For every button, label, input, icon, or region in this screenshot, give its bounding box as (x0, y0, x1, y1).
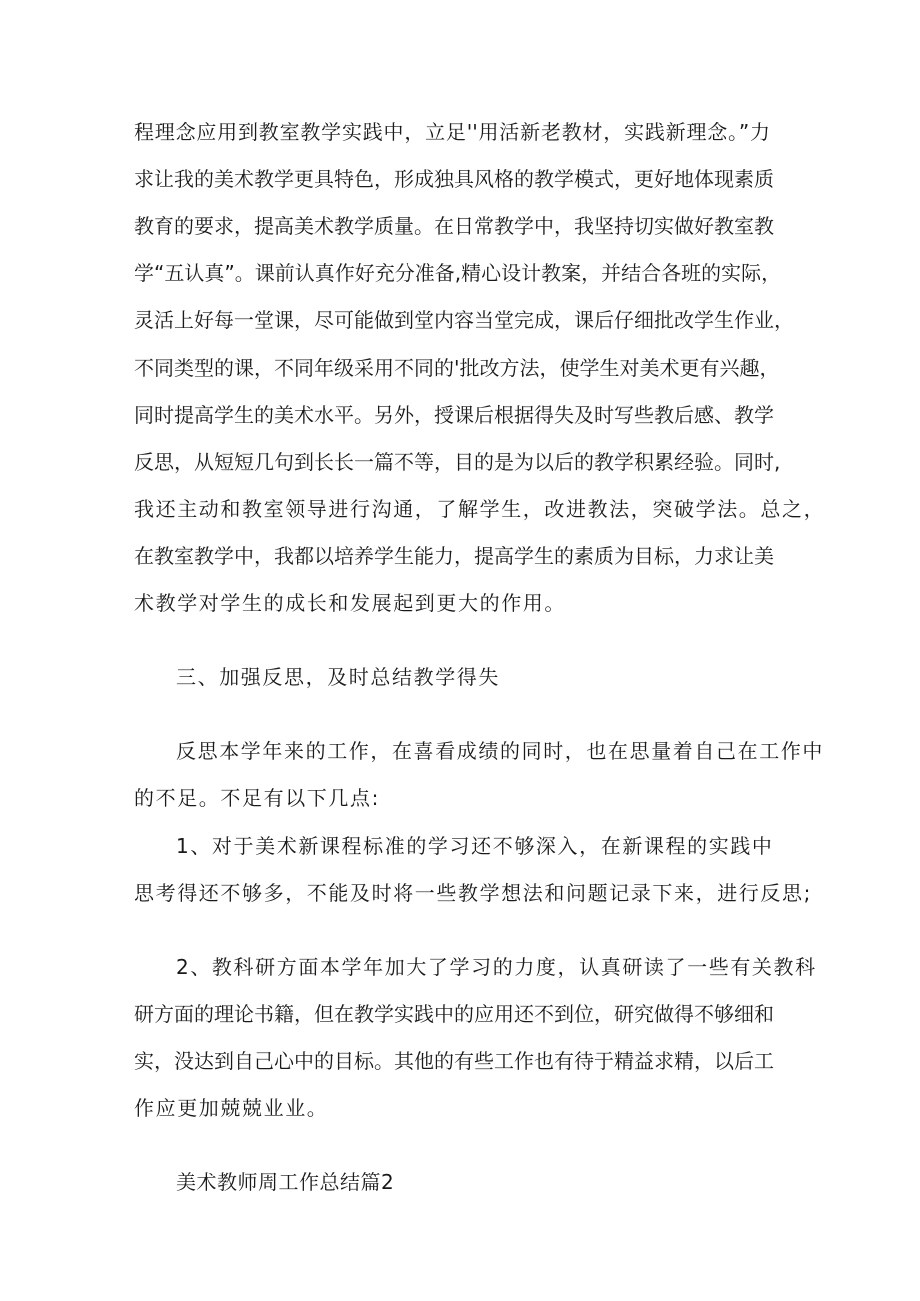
paragraph-line: 求让我的美术教学更具特色，形成独具风格的教学模式，更好地体现素质 (134, 167, 774, 191)
paragraph-line: 程理念应用到教室教学实践中，立足''用活新老教材，实践新理念。”力 (134, 120, 770, 144)
list-item-line: 1、对于美术新课程标准的学习还不够深入，在新课程的实践中 (176, 834, 774, 858)
list-item-line: 2、教科研方面本学年加大了学习的力度，认真研读了一些有关教科 (176, 955, 817, 979)
list-item-line: 研方面的理论书籍，但在教学实践中的应用还不到位，研究做得不够细和 (134, 1002, 774, 1026)
paragraph-line: 我还主动和教室领导进行沟通，了解学生，改进教法，突破学法。总之， (134, 497, 826, 521)
paragraph-line: 教育的要求，提高美术教学质量。在日常教学中，我坚持切实做好教室教 (134, 214, 774, 238)
paragraph-line: 在教室教学中，我都以培养学生能力，提高学生的素质为目标，力求让美 (134, 544, 774, 568)
paragraph-line: 反思，从短短几句到长长一篇不等，目的是为以后的教学积累经验。同时, (134, 450, 781, 474)
section-heading: 三、加强反思，及时总结教学得失 (176, 665, 500, 689)
next-section-title: 美术教师周工作总结篇2 (176, 1170, 395, 1194)
paragraph-line: 学“五认真”。课前认真作好充分准备,精心设计教案，并结合各班的实际， (134, 261, 782, 285)
list-item-line: 思考得还不够多，不能及时将一些教学想法和问题记录下来，进行反思; (134, 881, 812, 905)
list-item-line: 作应更加兢兢业业。 (134, 1096, 329, 1120)
paragraph-line: 灵活上好每一堂课，尽可能做到堂内容当堂完成，课后仔细批改学生作业， (134, 308, 794, 332)
paragraph-line: 术教学对学生的成长和发展起到更大的作用。 (134, 591, 566, 615)
paragraph-line: 反思本学年来的工作，在喜看成绩的同时，也在思量着自己在工作中 (176, 739, 824, 763)
paragraph-line: 的不足。不足有以下几点: (134, 786, 380, 810)
paragraph-line: 同时提高学生的美术水平。另外，授课后根据得失及时写些教后感、教学 (134, 403, 774, 427)
list-item-line: 实，没达到自己心中的目标。其他的有些工作也有待于精益求精，以后工 (134, 1049, 774, 1073)
paragraph-line: 不同类型的课，不同年级采用不同的'批改方法，使学生对美术更有兴趣， (134, 356, 780, 380)
